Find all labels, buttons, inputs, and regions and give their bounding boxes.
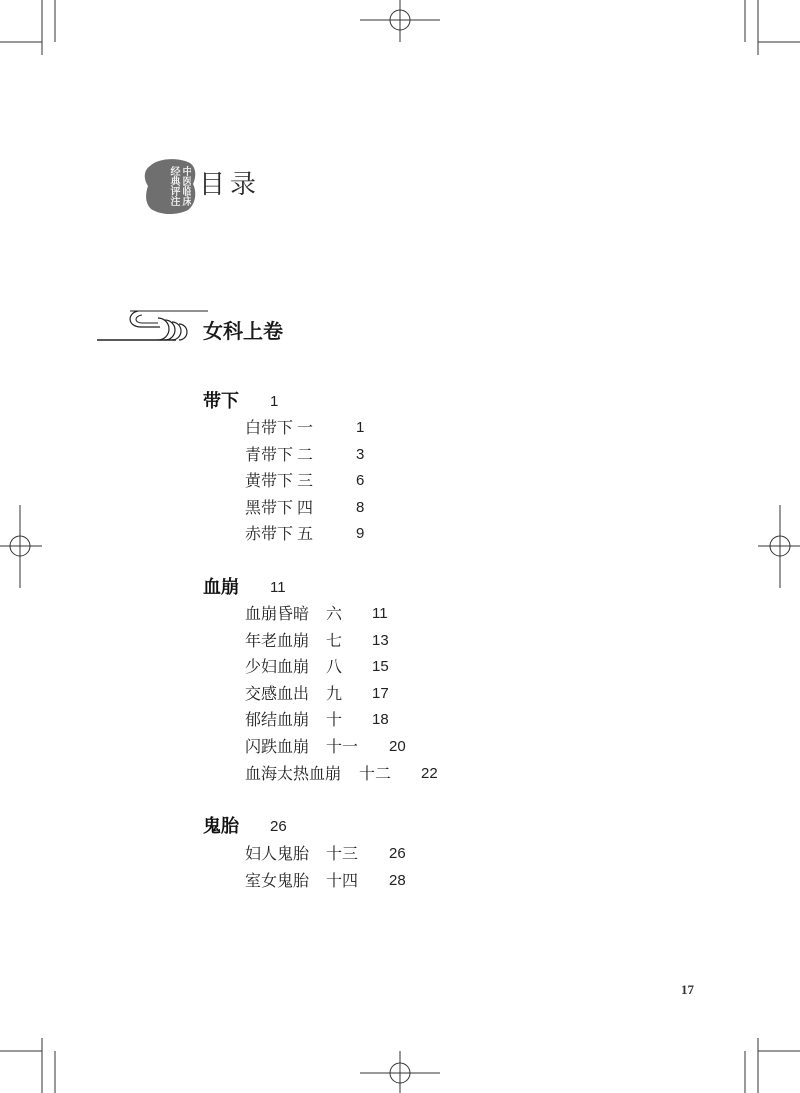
toc-heading: 鬼胎 [203, 816, 239, 837]
entry-page: 17 [372, 685, 389, 702]
entry-page: 26 [389, 845, 406, 862]
crop-mark-bottom-right [745, 1038, 800, 1093]
toc-entry [0, 844, 800, 864]
toc-heading: 血崩 [203, 577, 239, 598]
crop-mark-bottom-left [0, 1038, 55, 1093]
entry-index: 五 [297, 524, 314, 543]
crop-mark-top-right [745, 0, 800, 55]
toc-entry [0, 445, 800, 465]
entry-index: 十一 [326, 737, 359, 756]
entry-page: 15 [372, 658, 389, 675]
toc-heading: 带下 [203, 391, 239, 412]
entry-title: 赤带下 [245, 524, 294, 543]
toc-entry [0, 657, 800, 677]
toc-heading-row [0, 392, 800, 412]
entry-index: 九 [326, 684, 343, 703]
entry-title: 黄带下 [245, 471, 294, 490]
entry-page: 1 [356, 419, 365, 436]
entry-index: 十 [326, 710, 343, 729]
entry-index: 一 [297, 418, 314, 437]
entry-page: 13 [372, 632, 389, 649]
toc-heading-page: 1 [270, 393, 279, 410]
toc-entry [0, 871, 800, 891]
toc-entry [0, 524, 800, 544]
entry-page: 20 [389, 738, 406, 755]
entry-title: 黑带下 [245, 498, 294, 517]
toc-heading-page: 26 [270, 818, 287, 835]
entry-page: 3 [356, 446, 365, 463]
entry-index: 十三 [326, 844, 359, 863]
toc-heading-row [0, 578, 800, 598]
registration-mark-top [360, 0, 440, 42]
toc-entry [0, 471, 800, 491]
toc-entry [0, 631, 800, 651]
entry-title: 闪跌血崩 [245, 737, 310, 756]
entry-page: 28 [389, 872, 406, 889]
entry-page: 11 [372, 605, 388, 622]
entry-title: 年老血崩 [245, 631, 310, 650]
entry-index: 八 [326, 657, 343, 676]
entry-title: 少妇血崩 [245, 657, 310, 676]
entry-page: 22 [421, 765, 438, 782]
entry-page: 18 [372, 711, 389, 728]
registration-mark-bottom [360, 1051, 440, 1093]
entry-index: 六 [326, 604, 343, 623]
entry-index: 十二 [359, 764, 392, 783]
toc-entry [0, 498, 800, 518]
page-title: 目录 [199, 170, 262, 200]
toc-heading-row [0, 817, 800, 837]
toc-entry [0, 710, 800, 730]
entry-title: 青带下 [245, 445, 294, 464]
entry-index: 三 [297, 471, 314, 490]
entry-page: 8 [356, 499, 365, 516]
section-ornament [97, 311, 208, 340]
entry-page: 9 [356, 525, 365, 542]
entry-title: 交感血出 [245, 684, 310, 703]
toc-heading-page: 11 [270, 579, 286, 596]
entry-page: 6 [356, 472, 365, 489]
entry-title: 妇人鬼胎 [245, 844, 310, 863]
toc-entry [0, 737, 800, 757]
page-number: 17 [681, 982, 694, 997]
entry-title: 血崩昏暗 [245, 604, 310, 623]
entry-title: 血海太热血崩 [245, 764, 342, 783]
entry-title: 白带下 [245, 418, 294, 437]
crop-mark-top-left [0, 0, 55, 55]
toc-entry [0, 764, 800, 784]
entry-index: 七 [326, 631, 343, 650]
entry-index: 十四 [326, 871, 359, 890]
toc-entry [0, 418, 800, 438]
entry-title: 郁结血崩 [245, 710, 310, 729]
section-title: 女科上卷 [203, 319, 283, 343]
entry-title: 室女鬼胎 [245, 871, 310, 890]
toc-entry [0, 604, 800, 624]
seal-lettering: 中医临床经典评注 [168, 166, 191, 206]
toc-entry [0, 684, 800, 704]
entry-index: 四 [297, 498, 314, 517]
entry-index: 二 [297, 445, 314, 464]
